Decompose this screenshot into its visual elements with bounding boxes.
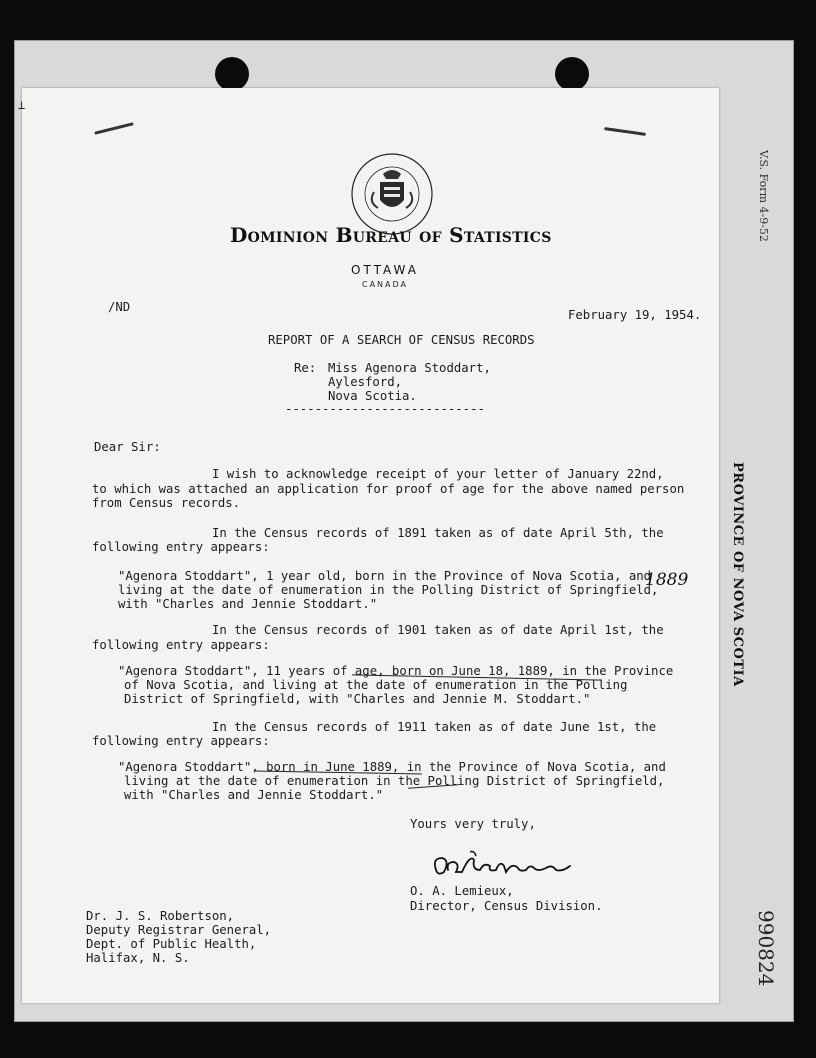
separator-line: --------------------------- <box>285 402 485 416</box>
paragraph-line: In the Census records of 1891 taken as of date April 5th, the <box>212 526 664 540</box>
signer-title: Director, Census Division. <box>410 899 603 913</box>
punch-hole-left <box>215 57 249 91</box>
paragraph-line: In the Census records of 1911 taken as of date June 1st, the <box>212 720 657 734</box>
census-entry-1901: District of Springfield, with "Charles and Jennie M. Stoddart." <box>124 692 591 706</box>
letter-date: February 19, 1954. <box>568 308 702 322</box>
census-entry-1891: living at the date of enumeration in the Polling District of Springfield, <box>118 583 659 597</box>
province-label: PROVINCE OF NOVA SCOTIA <box>730 462 745 687</box>
paragraph-line: I wish to acknowledge receipt of your letter of January 22nd, <box>212 467 664 481</box>
re-line: Miss Agenora Stoddart, <box>328 361 491 375</box>
census-entry-1891: with "Charles and Jennie Stoddart." <box>118 597 378 611</box>
recipient-line: Dr. J. S. Robertson, <box>86 909 235 923</box>
re-label: Re: <box>294 361 317 375</box>
paragraph-line: following entry appears: <box>92 540 270 554</box>
census-entry-1891: "Agenora Stoddart", 1 year old, born in the Province of Nova Scotia, and <box>118 569 652 583</box>
letterhead-city: OTTAWA <box>351 263 419 277</box>
report-subject: REPORT OF A SEARCH OF CENSUS RECORDS <box>268 333 535 347</box>
paragraph-line: following entry appears: <box>92 734 270 748</box>
paragraph-line: following entry appears: <box>92 638 270 652</box>
paragraph-line: from Census records. <box>92 496 241 510</box>
letterhead-title: Dominion Bureau of Statistics <box>230 223 552 247</box>
handwritten-year-note: 1889 <box>645 570 689 590</box>
form-code: V.S. Form 4-9-52 <box>757 150 770 242</box>
signature <box>430 848 595 884</box>
re-line: Nova Scotia. <box>328 389 417 403</box>
closing: Yours very truly, <box>410 817 536 831</box>
salutation: Dear Sir: <box>94 440 161 454</box>
recipient-line: Dept. of Public Health, <box>86 937 257 951</box>
paragraph-line: to which was attached an application for proof of age for the above named person <box>92 482 685 496</box>
paragraph-line: In the Census records of 1901 taken as of date April 1st, the <box>212 623 664 637</box>
punch-hole-right <box>555 57 589 91</box>
registration-number-stamp: 990824 <box>754 910 778 987</box>
census-entry-1911: "Agenora Stoddart", born in June 1889, in the Province of Nova Scotia, and <box>118 760 666 774</box>
census-entry-1911: with "Charles and Jennie Stoddart." <box>124 788 384 802</box>
census-entry-1901: "Agenora Stoddart", 11 years of age, born on June 18, 1889, in the Province <box>118 664 674 678</box>
reference-code: /ND <box>108 300 131 314</box>
corner-mark: ⊥ <box>18 98 26 112</box>
recipient-line: Halifax, N. S. <box>86 951 190 965</box>
signer-name: O. A. Lemieux, <box>410 884 514 898</box>
census-entry-1911: living at the date of enumeration in the Polling District of Springfield, <box>124 774 665 788</box>
census-entry-1901: of Nova Scotia, and living at the date of enumeration in the Polling <box>124 678 628 692</box>
re-line: Aylesford, <box>328 375 403 389</box>
recipient-line: Deputy Registrar General, <box>86 923 272 937</box>
letterhead-country: CANADA <box>361 280 408 289</box>
